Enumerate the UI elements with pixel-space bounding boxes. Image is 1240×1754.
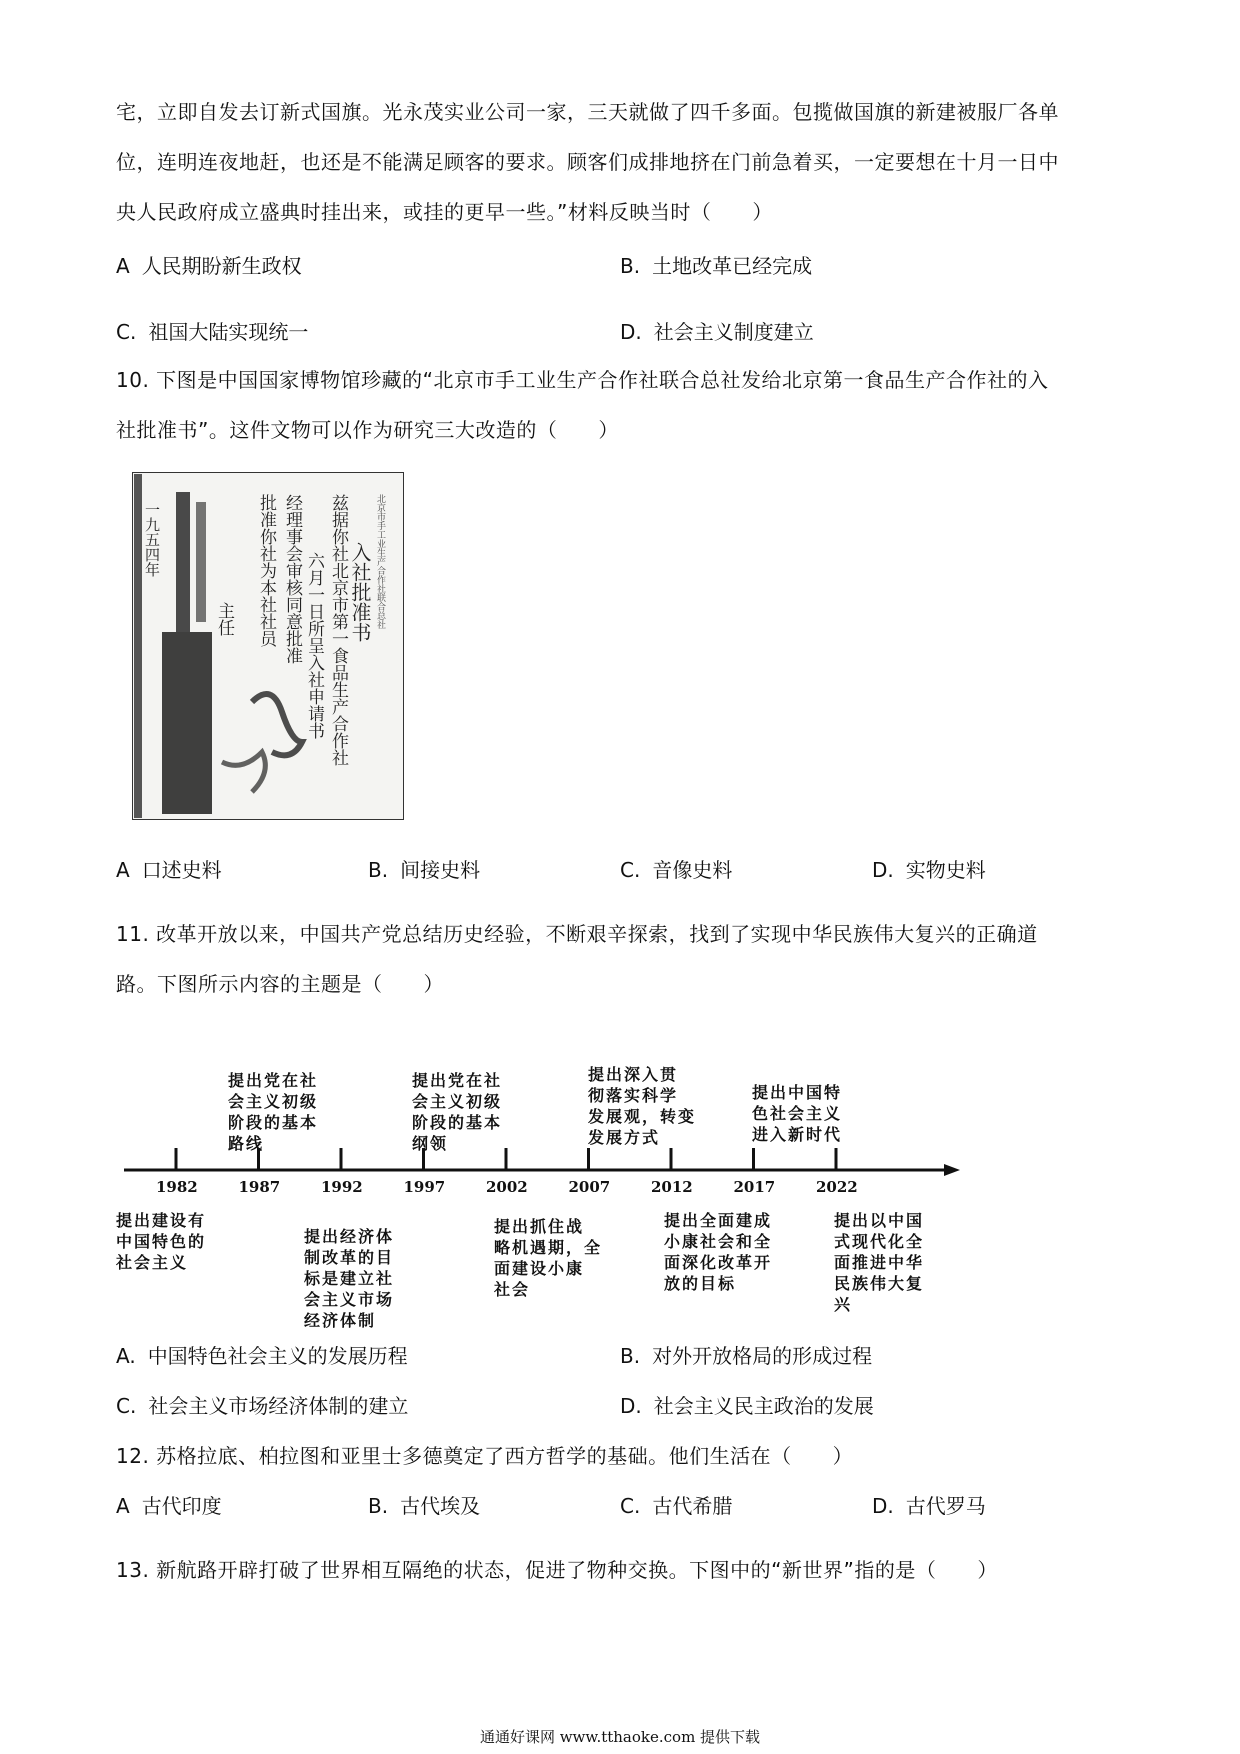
q10-option-a[interactable]: A 口述史料 [116, 858, 222, 882]
year-label-1987: 1987 [238, 1178, 281, 1196]
doc-date: 一九五四年 [143, 502, 161, 577]
q9-option-c[interactable]: C. 祖国大陆实现统一 [116, 320, 309, 344]
doc-issuer: 北京市手工业生产合作社联合总社 [375, 494, 385, 629]
year-label-2017: 2017 [733, 1178, 776, 1196]
q10-option-d[interactable]: D. 实物史料 [872, 858, 986, 882]
q11-option-a[interactable]: A. 中国特色社会主义的发展历程 [116, 1344, 408, 1368]
year-label-2012: 2012 [651, 1178, 693, 1196]
year-label-1982: 1982 [156, 1178, 198, 1196]
q9-line-3: 央人民政府成立盛典时挂出来，或挂的更早一些。”材料反映当时（ ） [116, 200, 773, 224]
q12-option-a[interactable]: A 古代印度 [116, 1494, 222, 1518]
q10-line-2: 社批准书”。这件文物可以作为研究三大改造的（ ） [116, 418, 619, 442]
year-label-1992: 1992 [321, 1178, 363, 1196]
event-2002: 提出抓住战 略机遇期，全 面建设小康 社会 [494, 1217, 603, 1299]
admission-certificate-photo [132, 472, 404, 820]
q13-line-1: 13. 新航路开辟打破了世界相互隔绝的状态，促进了物种交换。下图中的“新世界”指的是（ ） [116, 1558, 998, 1582]
doc-col-5: 批准你社为本社社员 [256, 494, 276, 647]
axis-arrow [944, 1164, 960, 1176]
q9-option-a[interactable]: A 人民期盼新生政权 [116, 254, 302, 278]
event-2007: 提出深入贯 彻落实科学 发展观，转变 发展方式 [588, 1065, 697, 1147]
q11-line-1: 11. 改革开放以来，中国共产党总结历史经验，不断艰辛探索，找到了实现中华民族伟大复兴的正确道 [116, 922, 1038, 946]
q9-line-1: 宅，立即自发去订新式国旗。光永茂实业公司一家，三天就做了四千多面。包揽做国旗的新建被服厂各单 [116, 100, 1059, 124]
event-1997: 提出党在社 会主义初级 阶段的基本 纲领 [412, 1071, 503, 1153]
q9-option-b[interactable]: B. 土地改革已经完成 [620, 254, 813, 278]
event-1982: 提出建设有 中国特色的 社会主义 [116, 1211, 207, 1272]
event-2012: 提出全面建成 小康社会和全 面深化改革开 放的目标 [664, 1211, 773, 1293]
event-2022: 提出以中国 式现代化全 面推进中华 民族伟大复 兴 [834, 1211, 925, 1314]
year-label-2002: 2002 [486, 1178, 528, 1196]
q10-line-1: 10. 下图是中国国家博物馆珍藏的“北京市手工业生产合作社联合总社发给北京第一食品生产合作社的入 [116, 368, 1049, 392]
q9-line-2: 位，连明连夜地赶，也还是不能满足顾客的要求。顾客们成排地挤在门前急着买，一定要想在十月一日中 [116, 150, 1059, 174]
q12-option-b[interactable]: B. 古代埃及 [368, 1494, 481, 1518]
event-1992: 提出经济体 制改革的目 标是建立社 会主义市场 经济体制 [304, 1227, 395, 1330]
q11-line-2: 路。下图所示内容的主题是（ ） [116, 972, 444, 996]
event-2017: 提出中国特 色社会主义 进入新时代 [752, 1083, 843, 1144]
reform-timeline [110, 1060, 960, 1330]
doc-col-4: 经理事会审核同意批准 [282, 494, 302, 664]
year-label-2022: 2022 [816, 1178, 858, 1196]
footer-credit: 通通好课网 www.tthaoke.com 提供下载 [479, 1728, 761, 1746]
q12-option-c[interactable]: C. 古代希腊 [620, 1494, 733, 1518]
year-label-2007: 2007 [568, 1178, 611, 1196]
doc-title: 入社批准书 [348, 542, 372, 642]
q9-option-d[interactable]: D. 社会主义制度建立 [620, 320, 814, 344]
event-1987: 提出党在社 会主义初级 阶段的基本 路线 [228, 1071, 319, 1153]
year-label-1997: 1997 [403, 1178, 446, 1196]
q11-option-d[interactable]: D. 社会主义民主政治的发展 [620, 1394, 874, 1418]
q11-option-c[interactable]: C. 社会主义市场经济体制的建立 [116, 1394, 409, 1418]
q12-line-1: 12. 苏格拉底、柏拉图和亚里士多德奠定了西方哲学的基础。他们生活在（ ） [116, 1444, 854, 1468]
q11-option-b[interactable]: B. 对外开放格局的形成过程 [620, 1344, 873, 1368]
q10-option-b[interactable]: B. 间接史料 [368, 858, 481, 882]
doc-col-2: 兹据你社北京市第一食品生产合作社 [328, 494, 348, 766]
doc-sign: 主任 [214, 602, 234, 636]
q12-option-d[interactable]: D. 古代罗马 [872, 1494, 986, 1518]
doc-col-3: 六月一日所呈入社申请书 [304, 552, 324, 739]
q10-option-c[interactable]: C. 音像史料 [620, 858, 733, 882]
